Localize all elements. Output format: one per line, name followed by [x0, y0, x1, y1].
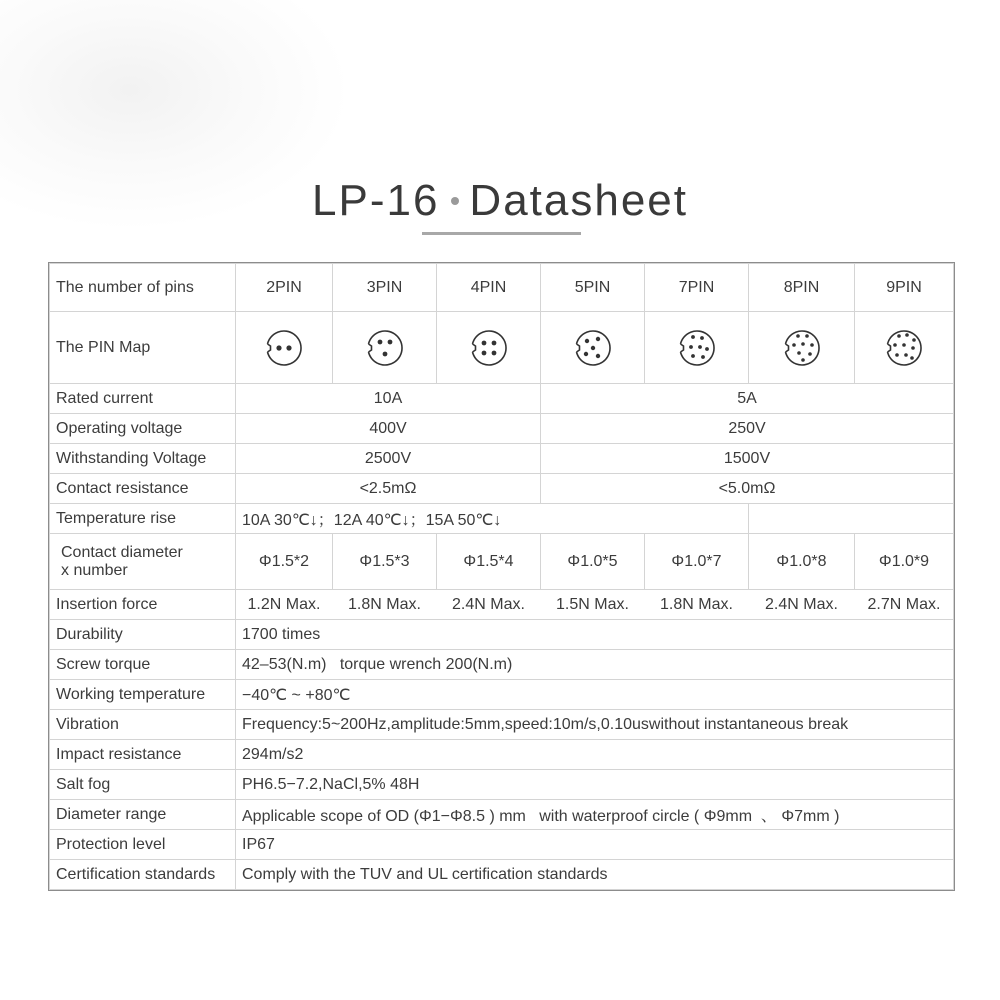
row-label: Durability [50, 620, 236, 650]
pin-map-7-icon [674, 325, 720, 371]
title-model: LP-16 [312, 176, 440, 225]
value-cell: 1.8N Max. [645, 590, 749, 620]
row-durability [50, 620, 954, 650]
pin-count-cell: 4PIN [437, 264, 541, 312]
row-certification-standards [50, 860, 954, 890]
row-withstanding-voltage [50, 444, 954, 474]
pin-map-cell [437, 312, 541, 384]
pin-count-cell: 2PIN [236, 264, 333, 312]
pin-map-9-icon [881, 325, 927, 371]
row-insertion-force [50, 590, 954, 620]
row-label [50, 534, 236, 590]
row-screw-torque [50, 650, 954, 680]
pin-map-cell [236, 312, 333, 384]
row-operating-voltage [50, 414, 954, 444]
value-cell: IP67 [236, 830, 954, 860]
row-label: Operating voltage [50, 414, 236, 444]
row-label: Withstanding Voltage [50, 444, 236, 474]
pin-count-cell: 3PIN [333, 264, 437, 312]
row-diameter-range [50, 800, 954, 830]
empty-cell [749, 504, 954, 534]
row-label: The number of pins [50, 264, 236, 312]
value-cell: 1700 times [236, 620, 954, 650]
pin-map-cell [645, 312, 749, 384]
value-cell: 2500V [236, 444, 541, 474]
value-cell: Φ1.0*8 [749, 534, 855, 590]
value-cell: Applicable scope of OD (Φ1−Φ8.5 ) mm with waterproof circle ( Φ9mm 、 Φ7mm ) [236, 800, 954, 830]
row-label: Diameter range [50, 800, 236, 830]
row-pin-count [50, 264, 954, 312]
pin-map-3-icon [362, 325, 408, 371]
pin-map-cell [541, 312, 645, 384]
row-protection-level [50, 830, 954, 860]
value-cell: 250V [541, 414, 954, 444]
value-cell: 400V [236, 414, 541, 444]
pin-map-8-icon [779, 325, 825, 371]
pin-map-cell [855, 312, 954, 384]
row-label: Certification standards [50, 860, 236, 890]
value-cell: 5A [541, 384, 954, 414]
pin-map-5-icon [570, 325, 616, 371]
value-cell: Φ1.0*5 [541, 534, 645, 590]
value-cell: 2.7N Max. [855, 590, 954, 620]
value-cell: Comply with the TUV and UL certification standards [236, 860, 954, 890]
row-working-temperature [50, 680, 954, 710]
row-label-line: Contact diameter [61, 543, 183, 561]
value-cell: 294m/s2 [236, 740, 954, 770]
pin-map-cell [749, 312, 855, 384]
row-impact-resistance [50, 740, 954, 770]
row-salt-fog [50, 770, 954, 800]
value-cell: 10A [236, 384, 541, 414]
row-contact-diameter [50, 534, 954, 590]
value-cell: Φ1.0*9 [855, 534, 954, 590]
row-rated-current [50, 384, 954, 414]
title-underline [422, 232, 581, 235]
value-cell: Frequency:5~200Hz,amplitude:5mm,speed:10m/s,0.10uswithout instantaneous break [236, 710, 954, 740]
value-cell: 1.2N Max. [236, 590, 333, 620]
row-label: Rated current [50, 384, 236, 414]
pin-count-cell: 5PIN [541, 264, 645, 312]
value-cell: 10A 30℃↓；12A 40℃↓；15A 50℃↓ [236, 504, 749, 534]
value-cell: PH6.5−7.2,NaCl,5% 48H [236, 770, 954, 800]
row-label: Working temperature [50, 680, 236, 710]
row-contact-resistance [50, 474, 954, 504]
value-cell: Φ1.5*2 [236, 534, 333, 590]
value-cell: <2.5mΩ [236, 474, 541, 504]
row-temperature-rise [50, 504, 954, 534]
title-separator-dot [451, 197, 459, 205]
value-cell: 2.4N Max. [749, 590, 855, 620]
pin-count-cell: 7PIN [645, 264, 749, 312]
datasheet-table [49, 263, 954, 890]
row-label: Protection level [50, 830, 236, 860]
value-cell: 1.5N Max. [541, 590, 645, 620]
value-cell: Φ1.5*3 [333, 534, 437, 590]
pin-count-cell: 9PIN [855, 264, 954, 312]
value-cell: 2.4N Max. [437, 590, 541, 620]
pin-map-cell [333, 312, 437, 384]
value-cell: −40℃ ~ +80℃ [236, 680, 954, 710]
value-cell: 1.8N Max. [333, 590, 437, 620]
value-cell: Φ1.5*4 [437, 534, 541, 590]
value-cell: 1500V [541, 444, 954, 474]
row-label: Contact resistance [50, 474, 236, 504]
row-label: Impact resistance [50, 740, 236, 770]
row-label-line: x number [61, 561, 128, 579]
pin-count-cell: 8PIN [749, 264, 855, 312]
row-label: Salt fog [50, 770, 236, 800]
row-vibration [50, 710, 954, 740]
title-word: Datasheet [469, 176, 688, 225]
value-cell: 42–53(N.m) torque wrench 200(N.m) [236, 650, 954, 680]
row-label: Insertion force [50, 590, 236, 620]
row-label: Temperature rise [50, 504, 236, 534]
page-title [0, 176, 1000, 226]
row-pin-map [50, 312, 954, 384]
row-label: The PIN Map [50, 312, 236, 384]
row-label: Screw torque [50, 650, 236, 680]
row-label: Vibration [50, 710, 236, 740]
pin-map-4-icon [466, 325, 512, 371]
value-cell: Φ1.0*7 [645, 534, 749, 590]
pin-map-2-icon [261, 325, 307, 371]
value-cell: <5.0mΩ [541, 474, 954, 504]
